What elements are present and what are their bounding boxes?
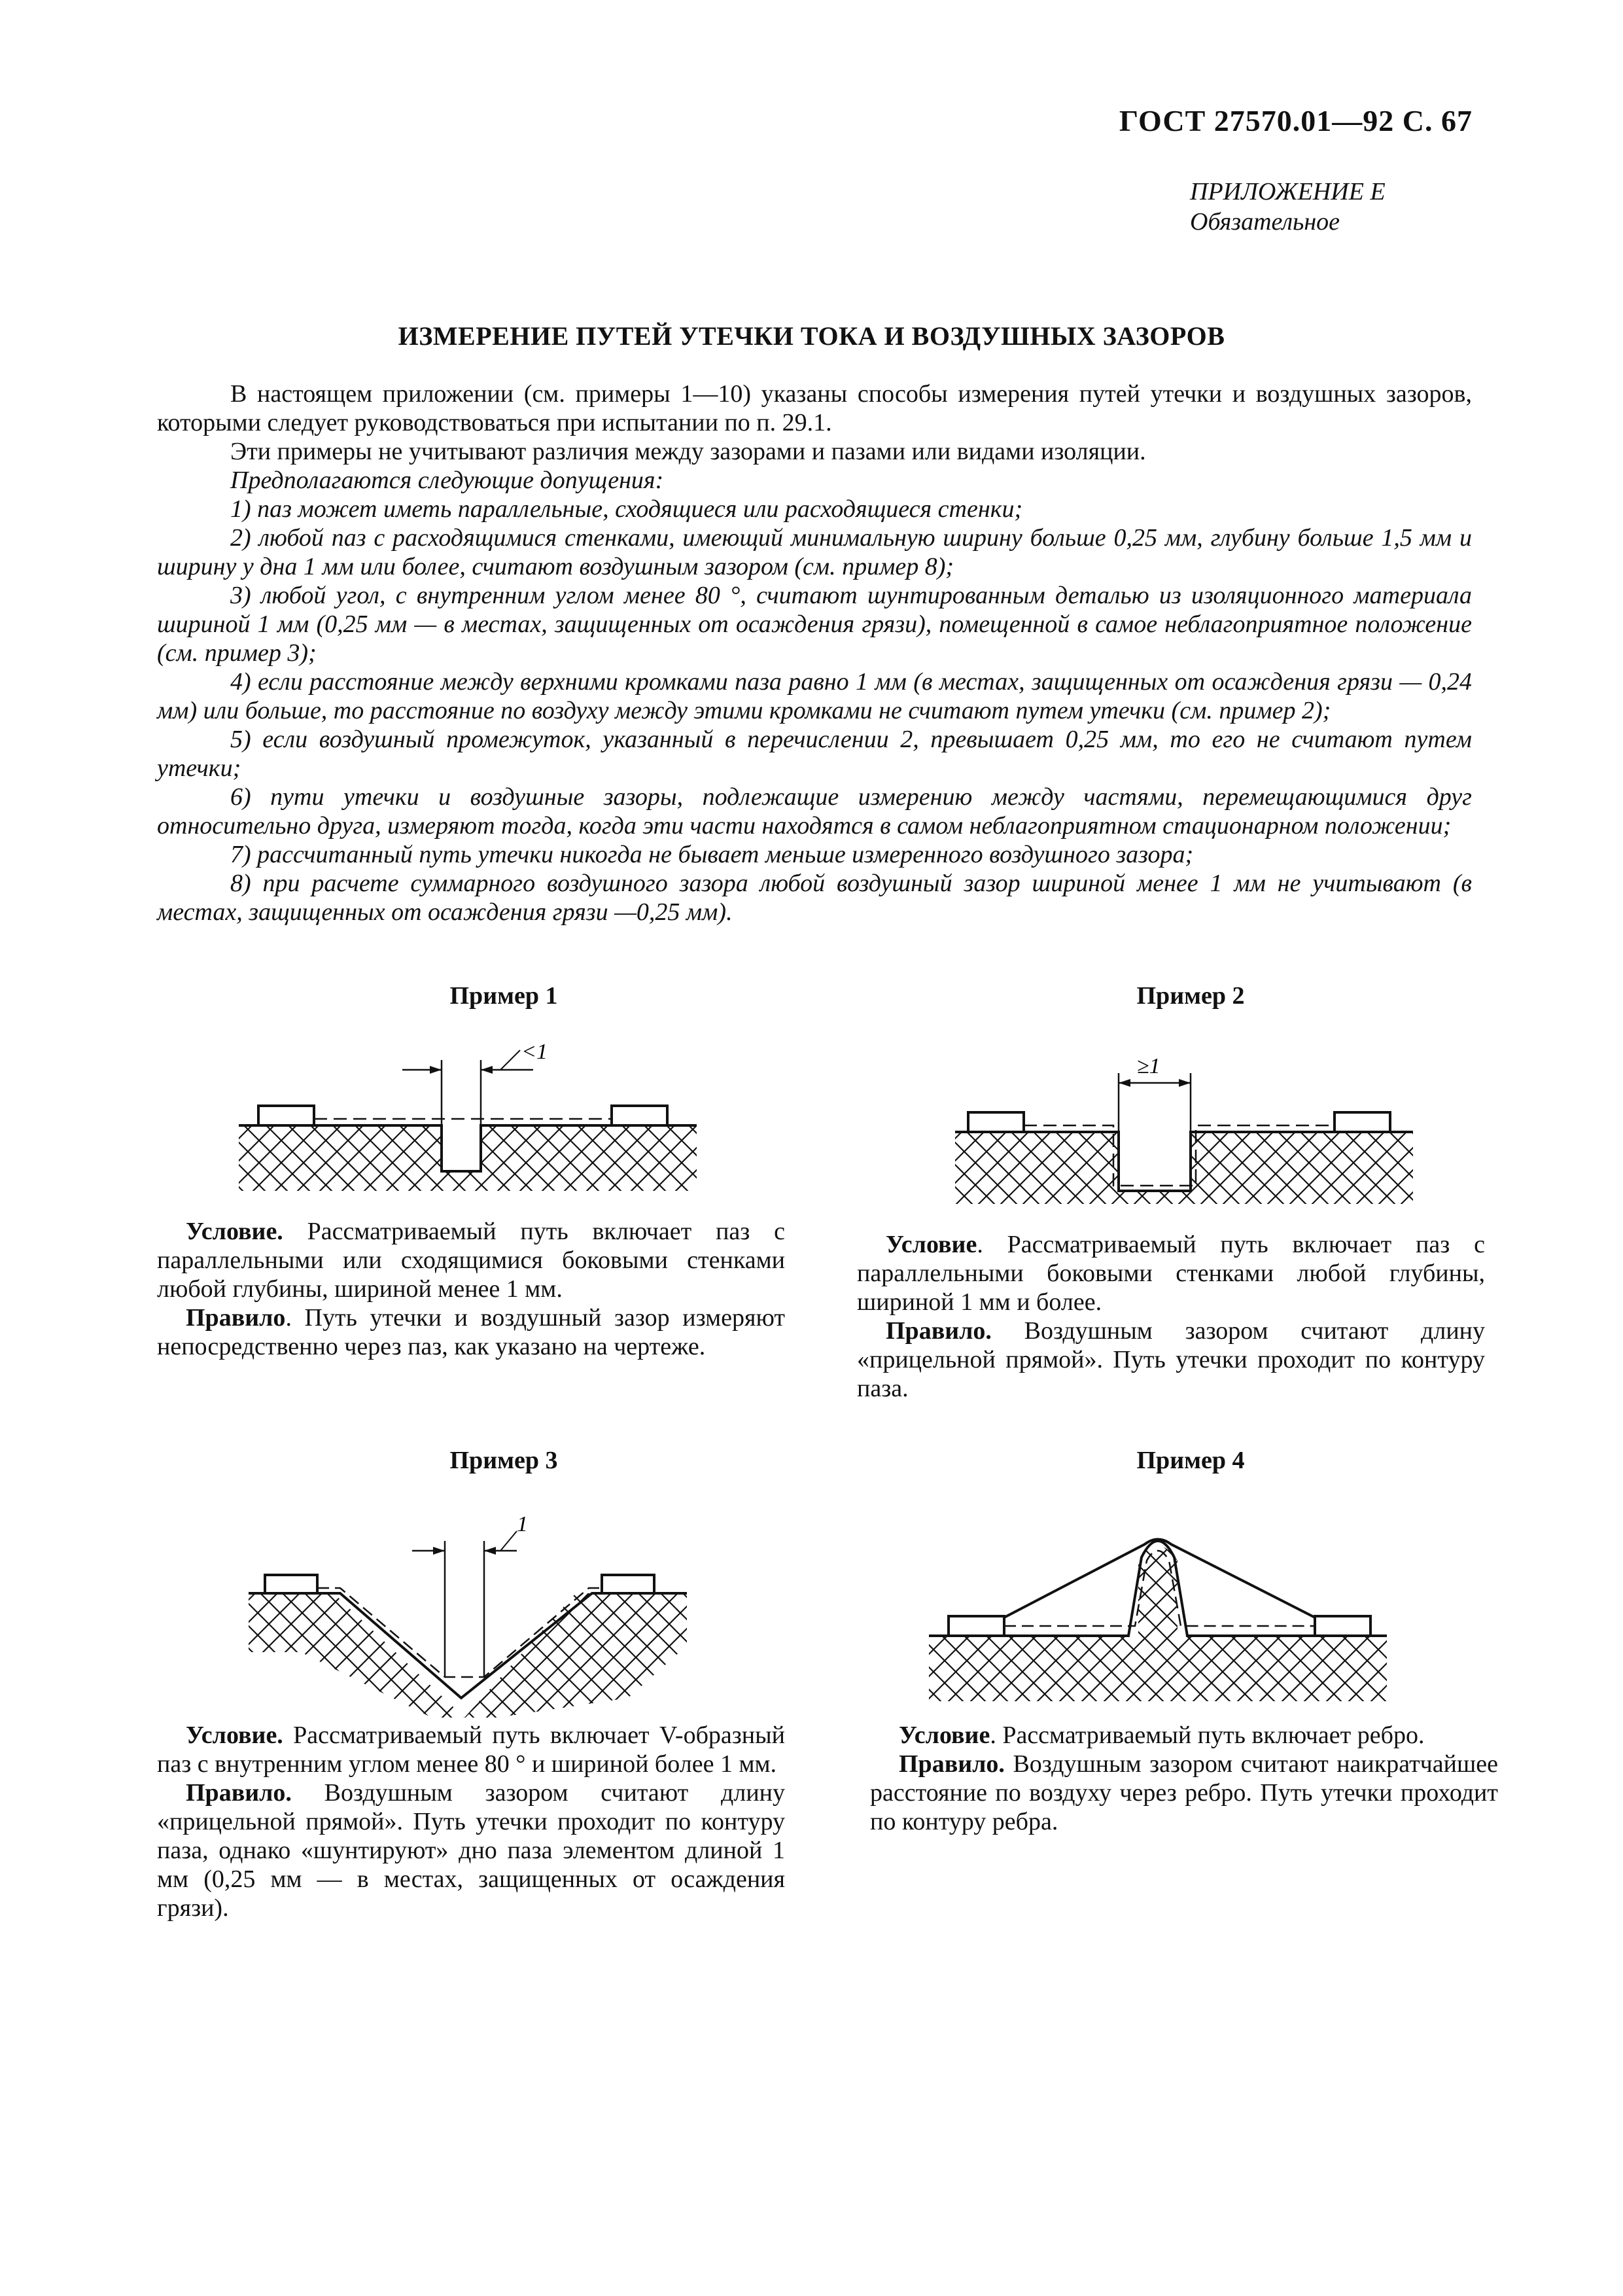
condition-text: Рассматриваемый путь включает V-образный паз с внутренним углом менее 80 ° и шириной более 1 мм.	[157, 1722, 785, 1778]
condition-label: Условие	[899, 1722, 990, 1749]
intro-text	[157, 380, 1472, 927]
condition-label: Условие.	[186, 1218, 283, 1245]
assumption-item: 4) если расстояние между верхними кромками паза равно 1 мм (в местах, защищенных от осаждения грязи — 0,24 мм) или больше, то расстояние по воздуху между этими кромками не считают путем утечки (см. пример 2);	[157, 668, 1472, 724]
assumption-item: 7) рассчитанный путь утечки никогда не бывает меньше измеренного воздушного зазора;	[230, 841, 1194, 868]
rule-text: Воздушным зазором считают длину «прицельной прямой». Путь утечки проходит по контуру паза.	[857, 1317, 1485, 1402]
condition-text: Рассматриваемый путь включает паз с параллельными или сходящимися боковыми стенками любой глубины, шириной менее 1 мм.	[157, 1218, 785, 1303]
example-2-dimension-label: ≥1	[1137, 1054, 1161, 1078]
example-1-title: Пример 1	[449, 982, 558, 1010]
assumption-item: 8) при расчете суммарного воздушного зазора любой воздушный зазор шириной менее 1 мм не учитывают (в местах, защищенных от осаждения грязи —0,25 мм).	[157, 870, 1472, 926]
condition-label: Условие.	[186, 1722, 283, 1749]
example-2-diagram	[942, 1040, 1426, 1204]
rule-label: Правило.	[899, 1750, 1005, 1778]
intro-paragraph: В настоящем приложении (см. примеры 1—10) указаны способы измерения путей утечки и воздушных зазоров, которыми следует руководствоваться при испытании по п. 29.1.	[157, 380, 1472, 436]
example-3-dimension-label: 1	[517, 1512, 528, 1536]
example-1-diagram	[226, 1040, 710, 1191]
example-4-diagram	[922, 1505, 1393, 1701]
appendix-label	[1026, 177, 1419, 237]
example-4-caption	[870, 1721, 1498, 1836]
page-header-reference: ГОСТ 27570.01—92 С. 67	[1119, 104, 1473, 137]
example-3-caption	[157, 1721, 785, 1922]
document-title: ИЗМЕРЕНИЕ ПУТЕЙ УТЕЧКИ ТОКА И ВОЗДУШНЫХ ЗАЗОРОВ	[398, 321, 1225, 351]
rule-label: Правило.	[186, 1779, 292, 1807]
assumption-item: 2) любой паз с расходящимися стенками, имеющий минимальную ширину больше 0,25 мм, глубину больше 1,5 мм и ширину у дна 1 мм или более, считают воздушным зазором (см. пример 8);	[157, 524, 1472, 580]
example-2-title: Пример 2	[1136, 982, 1245, 1010]
assumption-item: 5) если воздушный промежуток, указанный в перечислении 2, превышает 0,25 мм, то его не считают путем утечки;	[157, 726, 1472, 782]
condition-text: . Рассматриваемый путь включает паз с параллельными боковыми стенками любой глубины, шириной 1 мм и более.	[857, 1231, 1485, 1316]
rule-label: Правило.	[886, 1317, 992, 1345]
example-3-diagram	[236, 1502, 693, 1718]
appendix-title: ПРИЛОЖЕНИЕ Е	[1190, 178, 1386, 205]
rule-text: . Путь утечки и воздушный зазор измеряют непосредственно через паз, как указано на чертеже.	[157, 1304, 785, 1360]
example-1-caption	[157, 1217, 785, 1361]
condition-text: . Рассматриваемый путь включает ребро.	[990, 1722, 1425, 1749]
assumption-item: 6) пути утечки и воздушные зазоры, подлежащие измерению между частями, перемещающимися друг относительно друга, измеряют тогда, когда эти части находятся в самом неблагоприятном стационарном положении;	[157, 783, 1472, 839]
assumption-item: Предполагаются следующие допущения:	[230, 467, 664, 494]
rule-text: Воздушным зазором считают наикратчайшее расстояние по воздуху через ребро. Путь утечки проходит по контуру ребра.	[870, 1750, 1498, 1835]
example-1-dimension-label: <1	[521, 1040, 548, 1064]
example-3-title: Пример 3	[449, 1447, 558, 1474]
rule-text: Воздушным зазором считают длину «прицельной прямой». Путь утечки проходит по контуру паза, однако «шунтируют» дно паза элементом длиной 1 мм (0,25 мм — в местах, защищенных от осаждения грязи).	[157, 1779, 785, 1922]
example-4-title: Пример 4	[1136, 1447, 1245, 1474]
appendix-status: Обязательное	[1190, 208, 1340, 236]
example-2-caption	[857, 1230, 1485, 1403]
condition-label: Условие	[886, 1231, 977, 1258]
assumption-item: 3) любой угол, с внутренним углом менее 80 °, считают шунтированным деталью из изоляционного материала шириной 1 мм (0,25 мм — в местах, защищенных от осаждения грязи), помещенной в самое неблагоприятное положение (см. пример 3);	[157, 582, 1472, 667]
intro-paragraph: Эти примеры не учитывают различия между зазорами и пазами или видами изоляции.	[230, 438, 1146, 465]
assumption-item: 1) паз может иметь параллельные, сходящиеся или расходящиеся стенки;	[230, 495, 1023, 523]
rule-label: Правило	[186, 1304, 286, 1332]
